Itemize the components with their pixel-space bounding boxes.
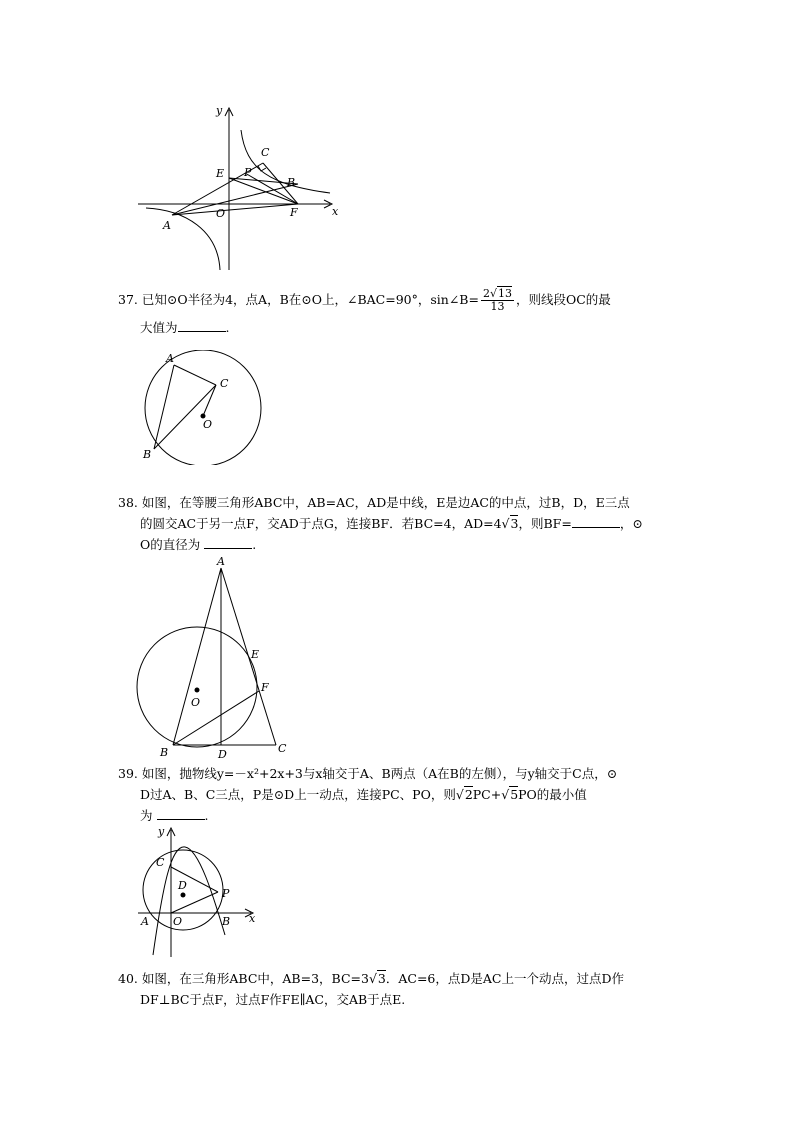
label-B: B xyxy=(143,448,152,461)
label-P: P xyxy=(222,887,230,900)
figure-q38 xyxy=(135,555,295,760)
label-D: D xyxy=(218,748,227,760)
label-B: B xyxy=(287,176,296,189)
question-40: 40. 如图，在三角形ABC中，AB=3，BC=3√3．AC=6，点D是AC上一个动点，过点D作 DF⊥BC于点F，过点F作FE∥AC，交AB于点E. xyxy=(118,971,625,1007)
q38-number: 38. xyxy=(118,495,138,510)
label-C: C xyxy=(278,742,287,755)
question-38: 38. 如图，在等腰三角形ABC中，AB=AC，AD是中线，E是边AC的中点，过B，D，E三点 的圆交AC于另一点F，交AD于点G，连接BF．若BC=4，AD=4√3，则BF= ，⊙ O的直径为 . xyxy=(118,495,643,552)
sin-fraction: $\frac{2√13}{13}$ xyxy=(482,287,512,313)
q37-number: 37. xyxy=(118,292,138,307)
question-39: 39. 如图，抛物线y=－x²+2x+3与x轴交于A、B两点（A在B的左侧），与y轴交于C点，⊙ D过A、B、C三点，P是⊙D上一动点，连接PC、PO，则√2PC+√5PO的最小值 为 . xyxy=(118,766,618,823)
q37-text-c: 大值为 xyxy=(140,320,178,335)
q40-number: 40. xyxy=(118,971,138,986)
label-C: C xyxy=(156,856,165,869)
question-37: 37. 已知⊙O半径为4，点A，B在⊙O上，∠BAC=90°，sin∠B= $\frac{2√13}{13}$ ，则线段OC的最 大值为 . xyxy=(118,287,611,335)
label-A: A xyxy=(141,915,149,928)
label-O: O xyxy=(203,418,213,431)
hyperbola-left xyxy=(146,208,220,270)
label-C: C xyxy=(220,377,229,390)
answer-blank[interactable] xyxy=(178,319,226,332)
q39-number: 39. xyxy=(118,766,138,781)
center-dot xyxy=(195,688,200,693)
label-B: B xyxy=(160,746,169,759)
figure-q37 xyxy=(138,350,268,465)
label-E: E xyxy=(251,648,260,661)
label-A: A xyxy=(166,352,174,365)
label-A: A xyxy=(163,219,171,232)
label-P: P xyxy=(244,166,252,179)
hyperbola-right xyxy=(241,130,330,193)
figure-q36 xyxy=(130,100,350,275)
q37-text-b: ，则线段OC的最 xyxy=(515,292,611,307)
answer-blank[interactable] xyxy=(157,807,205,820)
label-F: F xyxy=(290,206,298,219)
answer-blank-diameter[interactable] xyxy=(204,536,252,549)
label-A: A xyxy=(217,555,225,568)
circle-O xyxy=(137,627,260,747)
label-y: y xyxy=(158,825,165,838)
label-E: E xyxy=(216,167,225,180)
label-D: D xyxy=(178,879,187,892)
circle-O xyxy=(145,350,261,465)
label-O: O xyxy=(216,207,226,220)
label-x: x xyxy=(249,912,256,925)
label-x: x xyxy=(332,205,339,218)
q37-text-a: 已知⊙O半径为4，点A，B在⊙O上，∠BAC=90°，sin∠B= xyxy=(141,292,479,307)
figure-q39 xyxy=(133,825,263,960)
q38-text-a: 如图，在等腰三角形ABC中，AB=AC，AD是中线，E是边AC的中点，过B，D，E三点 xyxy=(141,495,630,510)
answer-blank-bf[interactable] xyxy=(572,515,620,528)
label-O: O xyxy=(191,696,201,709)
label-O: O xyxy=(173,915,183,928)
label-B: B xyxy=(222,915,231,928)
label-y: y xyxy=(216,104,223,117)
label-C: C xyxy=(261,146,270,159)
label-F: F xyxy=(261,681,269,694)
